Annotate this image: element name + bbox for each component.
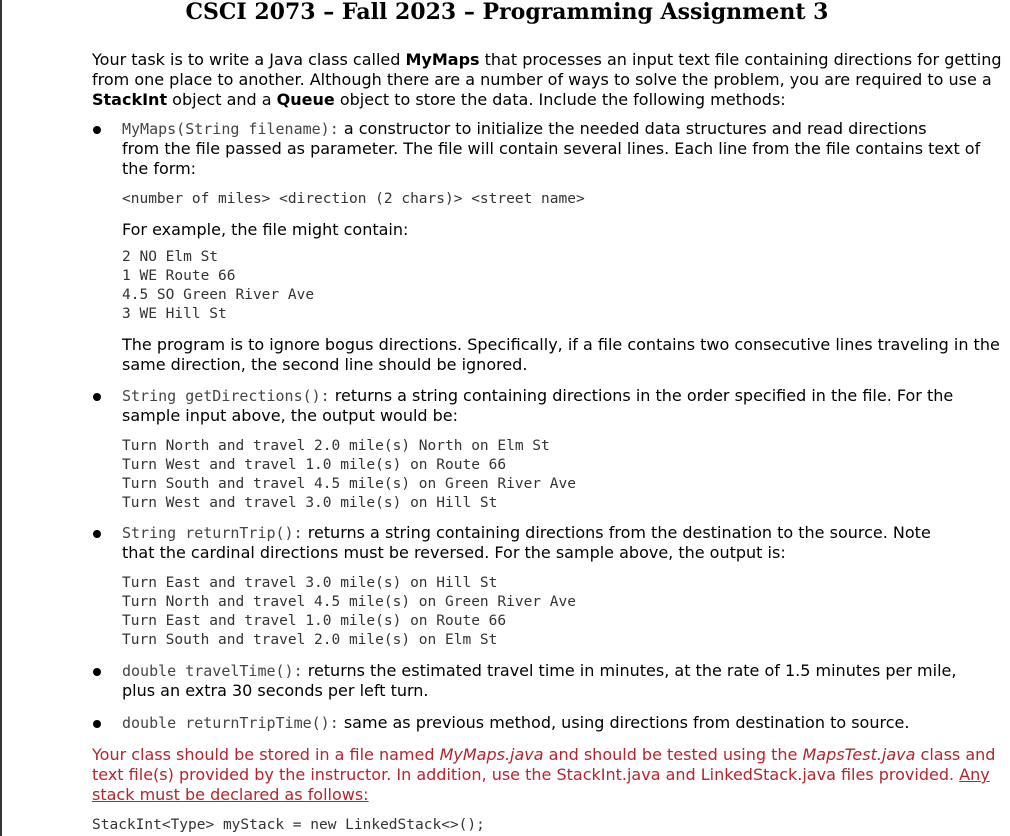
intro-text: Your task is to write a Java class called (92, 50, 406, 69)
output-line: Turn North and travel 2.0 mile(s) North on Elm St (122, 438, 550, 454)
page-title: CSCI 2073 – Fall 2023 – Programming Assignment 3 (185, 0, 829, 25)
output-line: Turn West and travel 1.0 mile(s) on Route 66 (122, 457, 507, 473)
file-name: MyMaps.java (439, 745, 544, 764)
example-line: 2 NO Elm St (122, 249, 219, 265)
footer-underlined: stack must be declared as follows: (92, 785, 369, 804)
intro-paragraph (92, 50, 1001, 110)
method-description: returns the estimated travel time in minutes, at the rate of 1.5 minutes per mile, (302, 661, 957, 680)
method-travel-time (122, 661, 956, 701)
method-description: from the file passed as parameter. The file will contain several lines. Each line from the file contains text of (122, 139, 981, 158)
submission-instructions (92, 745, 995, 805)
test-file-name: MapsTest.java (802, 745, 916, 764)
footer-text: class and (915, 745, 996, 764)
stack-declaration-code: StackInt<Type> myStack = new LinkedStack<>(); (92, 817, 485, 833)
bogus-note (122, 335, 1000, 375)
intro-text: object and a (167, 90, 277, 109)
output-line: Turn East and travel 3.0 mile(s) on Hill St (122, 575, 498, 591)
footer-underlined: Any (959, 765, 990, 784)
method-description: sample input above, the output would be: (122, 406, 459, 425)
format-line: <number of miles> <direction (2 chars)> <street name> (122, 191, 585, 207)
method-signature: double travelTime(): (122, 662, 303, 680)
method-description: that the cardinal directions must be reversed. For the sample above, the output is: (122, 543, 786, 562)
output-line: Turn East and travel 1.0 mile(s) on Route 66 (122, 613, 507, 629)
intro-text: from one place to another. Although there are a number of ways to solve the problem, you are required to use a (92, 70, 992, 89)
method-description: returns a string containing directions from the destination to the source. Note (302, 523, 931, 542)
method-description: plus an extra 30 seconds per left turn. (122, 681, 429, 700)
method-signature: String getDirections(): (122, 387, 330, 405)
method-signature: double returnTripTime(): (122, 714, 339, 732)
bullet-icon (93, 530, 101, 538)
example-line: 1 WE Route 66 (122, 268, 236, 284)
footer-text: Your class should be stored in a file named (92, 745, 440, 764)
method-description: a constructor to initialize the needed data structures and read directions (338, 119, 927, 138)
bullet-icon (93, 720, 101, 728)
output-line: Turn West and travel 3.0 mile(s) on Hill St (122, 495, 498, 511)
note-text: same direction, the second line should be ignored. (122, 355, 528, 374)
footer-text: text file(s) provided by the instructor. In addition, use the StackInt.java and LinkedStack.java files provided. (92, 765, 960, 784)
method-return-trip-time (122, 713, 909, 733)
bullet-icon (93, 126, 101, 134)
method-signature: MyMaps(String filename): (122, 120, 339, 138)
method-get-directions (122, 386, 953, 426)
method-description: the form: (122, 159, 197, 178)
example-intro: For example, the file might contain: (122, 220, 409, 239)
method-description: same as previous method, using directions from destination to source. (338, 713, 910, 732)
method-signature: String returnTrip(): (122, 524, 303, 542)
class-name: MyMaps (405, 50, 480, 69)
example-line: 4.5 SO Green River Ave (122, 287, 315, 303)
footer-text: and should be tested using the (543, 745, 803, 764)
output-line: Turn North and travel 4.5 mile(s) on Green River Ave (122, 594, 576, 610)
method-constructor (122, 119, 980, 179)
note-text: The program is to ignore bogus directions. Specifically, if a file contains two consecutive lines traveling in the (122, 335, 1000, 354)
stackint-term: StackInt (92, 90, 168, 109)
method-description: returns a string containing directions in the order specified in the file. For the (329, 386, 954, 405)
method-return-trip (122, 523, 931, 563)
queue-term: Queue (276, 90, 335, 109)
example-line: 3 WE Hill St (122, 306, 227, 322)
intro-text: that processes an input text file containing directions for getting (479, 50, 1002, 69)
output-line: Turn South and travel 4.5 mile(s) on Green River Ave (122, 476, 576, 492)
bullet-icon (93, 668, 101, 676)
bullet-icon (93, 393, 101, 401)
intro-text: object to store the data. Include the following methods: (334, 90, 786, 109)
output-line: Turn South and travel 2.0 mile(s) on Elm St (122, 632, 498, 648)
